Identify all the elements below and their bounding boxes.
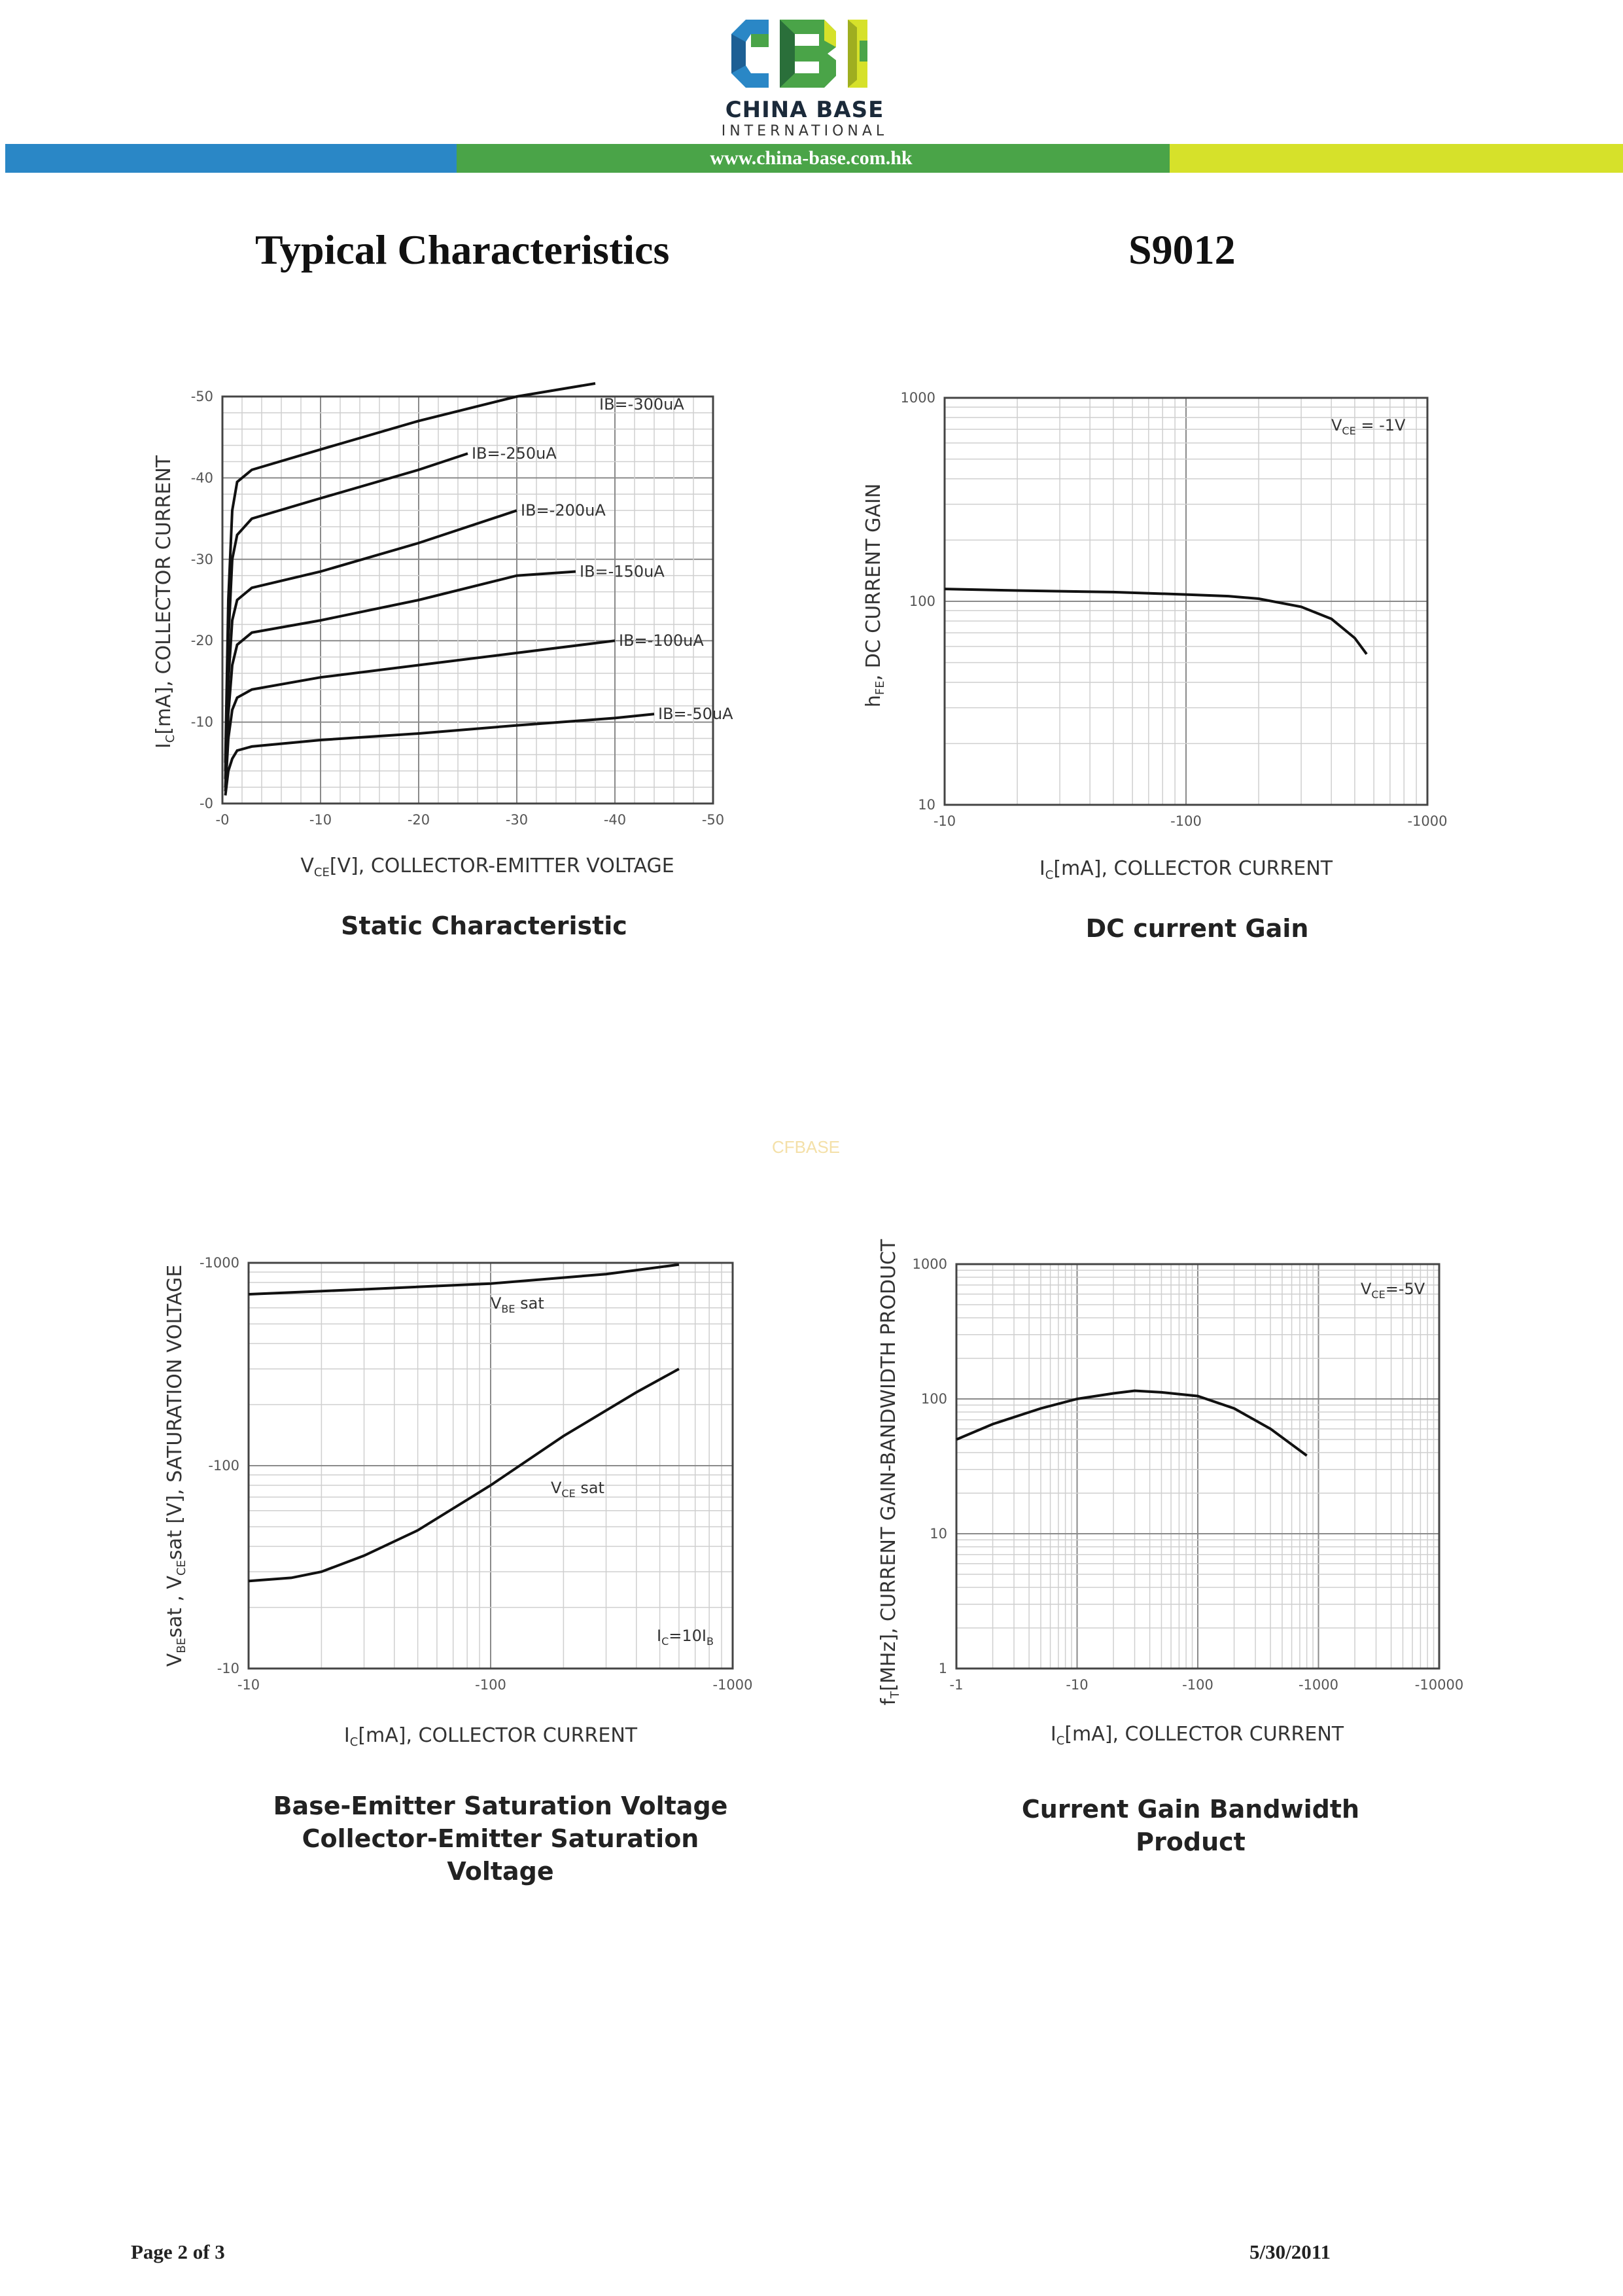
caption-line-2: Collector-Emitter Saturation Voltage bbox=[302, 1824, 699, 1886]
annotation-ic-ib: $I_C=10I_B$ bbox=[657, 1627, 714, 1648]
series-label: IB=-150uA bbox=[580, 562, 665, 581]
y-tick-label: 1 bbox=[938, 1661, 947, 1676]
y-tick-label: 10 bbox=[918, 797, 935, 813]
series-label: IB=-250uA bbox=[472, 444, 557, 463]
brand-subtitle: INTERNATIONAL bbox=[721, 123, 888, 139]
label-vbesat: $V_{BE}$ sat bbox=[491, 1294, 544, 1315]
chart-series-group bbox=[945, 589, 1367, 654]
logo-letter-i bbox=[848, 20, 867, 88]
chart-caption-static: Static Characteristic bbox=[341, 911, 627, 940]
y-tick-label: 1000 bbox=[900, 390, 935, 406]
chart-grid bbox=[249, 1263, 733, 1669]
series-label: IB=-100uA bbox=[619, 631, 704, 650]
y-tick-label: -1000 bbox=[199, 1255, 239, 1271]
cbi-logo bbox=[720, 14, 890, 93]
series-line bbox=[956, 1391, 1307, 1456]
y-tick-label: -40 bbox=[190, 470, 213, 486]
caption-line-1: Base-Emitter Saturation Voltage bbox=[273, 1792, 728, 1820]
x-tick-label: -10 bbox=[933, 813, 956, 829]
x-tick-label: -40 bbox=[603, 812, 627, 828]
x-tick-label: -0 bbox=[215, 812, 230, 828]
x-tick-label: -1000 bbox=[712, 1677, 753, 1693]
series-label: IB=-50uA bbox=[658, 705, 733, 724]
chart-series-group bbox=[249, 1265, 679, 1581]
chart-grid bbox=[956, 1264, 1439, 1669]
annotation-vce: $V_{CE} = -1V$ bbox=[1331, 416, 1406, 437]
page-title: Typical Characteristics bbox=[255, 226, 670, 273]
y-axis-label: $V_{BE}sat$ , $V_{CE}sat$ [V], SATURATION VOLTAGE bbox=[164, 1264, 188, 1667]
x-axis-label: $I_C[mA]$, COLLECTOR CURRENT bbox=[1039, 857, 1333, 882]
chart-caption-bandwidth: Current Gain Bandwidth Product bbox=[1021, 1795, 1360, 1856]
y-tick-label: -100 bbox=[208, 1458, 239, 1474]
y-tick-label: -0 bbox=[200, 796, 213, 811]
x-tick-label: -100 bbox=[1170, 813, 1202, 829]
static-characteristic-chart bbox=[144, 380, 746, 929]
gain-bandwidth-chart bbox=[857, 1237, 1505, 1786]
y-tick-label: 10 bbox=[930, 1526, 947, 1542]
y-tick-label: 100 bbox=[920, 1391, 947, 1407]
tick-labels bbox=[913, 1256, 1464, 1693]
chart-grid bbox=[945, 398, 1427, 805]
page-number: Page 2 of 3 bbox=[131, 2240, 225, 2263]
x-tick-label: -1 bbox=[949, 1677, 964, 1693]
dc-current-gain-chart bbox=[850, 380, 1492, 929]
website-link[interactable]: www.china-base.com.hk bbox=[710, 147, 913, 169]
tick-labels bbox=[901, 390, 1448, 829]
series-line bbox=[249, 1265, 679, 1294]
band-yellow-segment bbox=[1170, 144, 1623, 173]
y-tick-label: -10 bbox=[217, 1661, 239, 1676]
part-number: S9012 bbox=[1128, 226, 1236, 273]
brand-name: CHINA BASE bbox=[725, 97, 884, 123]
x-tick-label: -10 bbox=[1066, 1677, 1089, 1693]
series-label: IB=-200uA bbox=[521, 501, 606, 520]
band-blue-segment bbox=[5, 144, 457, 173]
label-vcesat: $V_{CE}$ sat bbox=[551, 1479, 604, 1500]
logo-letter-b bbox=[780, 20, 836, 88]
x-tick-label: -10 bbox=[237, 1677, 260, 1693]
annotation-vce: $V_{CE}=-5V$ bbox=[1361, 1280, 1425, 1301]
y-tick-label: -20 bbox=[190, 633, 213, 649]
y-axis-label: $f_T[MHz]$, CURRENT GAIN-BANDWIDTH PRODUCT bbox=[877, 1239, 902, 1706]
chart-series-group bbox=[956, 1391, 1307, 1456]
x-tick-label: -10000 bbox=[1414, 1677, 1464, 1693]
x-tick-label: -50 bbox=[701, 812, 725, 828]
y-tick-label: 100 bbox=[909, 593, 935, 609]
x-axis-label: $I_C[mA]$, COLLECTOR CURRENT bbox=[1050, 1723, 1344, 1748]
watermark-text: CFBASE bbox=[772, 1137, 841, 1157]
logo-letter-c bbox=[731, 20, 769, 88]
x-axis-label: $V_{CE}[V]$, COLLECTOR-EMITTER VOLTAGE bbox=[300, 855, 674, 879]
x-axis-label: $I_C[mA]$, COLLECTOR CURRENT bbox=[343, 1724, 638, 1749]
x-tick-label: -100 bbox=[1182, 1677, 1213, 1693]
document-date: 5/30/2011 bbox=[1249, 2240, 1331, 2263]
saturation-voltage-chart bbox=[150, 1243, 778, 1780]
series-label: IB=-300uA bbox=[599, 395, 684, 414]
x-tick-label: -30 bbox=[505, 812, 529, 828]
y-axis-label: $I_C[mA]$, COLLECTOR CURRENT bbox=[152, 455, 177, 749]
y-tick-label: -50 bbox=[190, 389, 213, 404]
y-tick-label: -10 bbox=[190, 714, 213, 730]
x-tick-label: -20 bbox=[407, 812, 430, 828]
x-tick-label: -100 bbox=[475, 1677, 506, 1693]
chart-caption-dc-gain: DC current Gain bbox=[1085, 914, 1309, 943]
y-tick-label: -30 bbox=[190, 551, 213, 567]
x-tick-label: -1000 bbox=[1298, 1677, 1339, 1693]
x-tick-label: -10 bbox=[309, 812, 332, 828]
chart-caption-saturation bbox=[249, 1790, 752, 1888]
y-axis-label: $h_{FE}$, DC CURRENT GAIN bbox=[862, 483, 887, 708]
x-tick-label: -1000 bbox=[1407, 813, 1448, 829]
series-line bbox=[945, 589, 1367, 654]
y-tick-label: 1000 bbox=[912, 1256, 947, 1272]
